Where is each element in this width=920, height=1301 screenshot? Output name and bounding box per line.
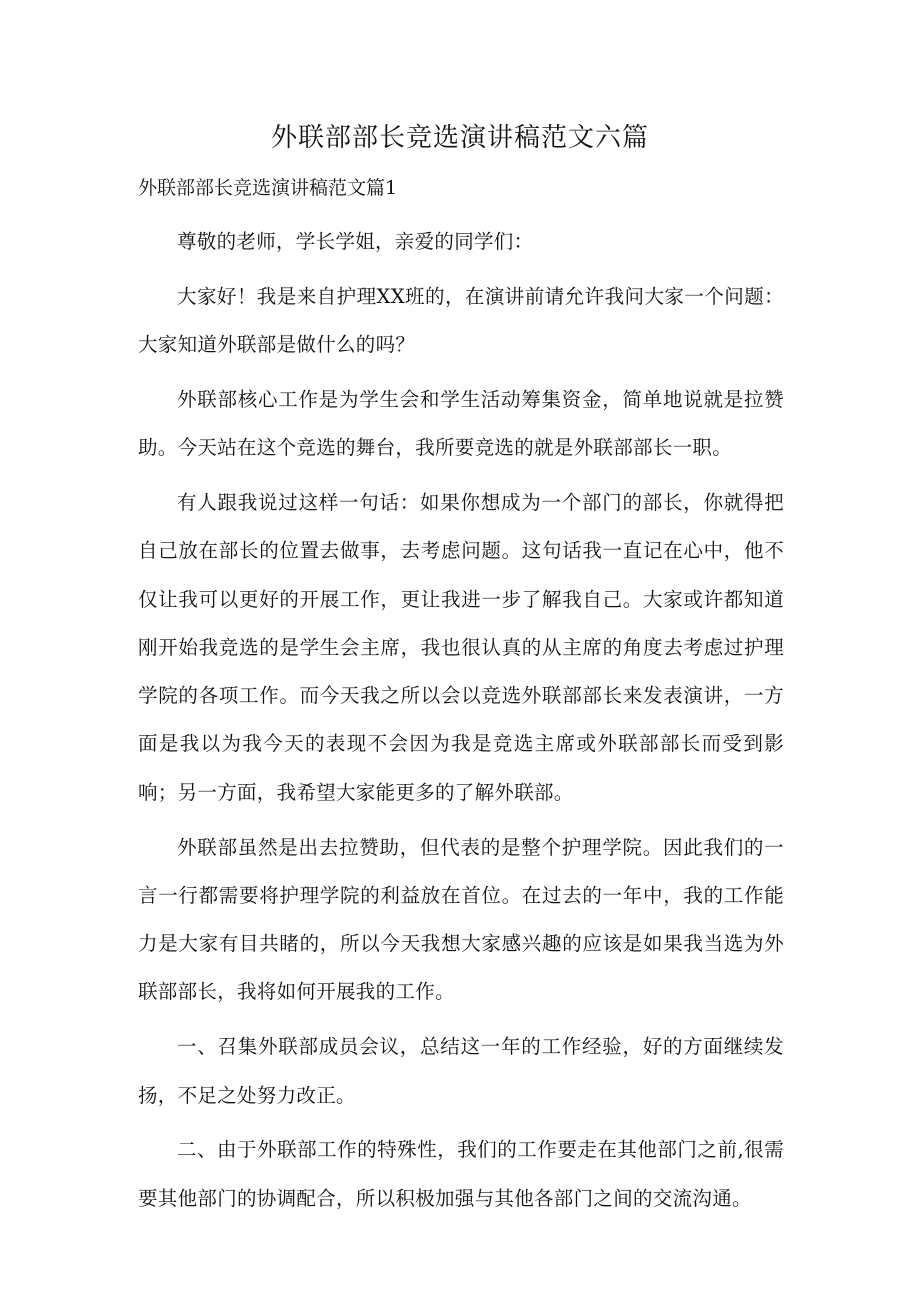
paragraph-representation: 外联部虽然是出去拉赞助，但代表的是整个护理学院。因此我们的一言一行都需要将护理学院的利益放在首位。在过去的一年中，我的工作能力是大家有目共睹的，所以今天我想大家感兴趣的应该是如果我当选为外联部部长，我将如何开展我的工作。 [138,835,784,1004]
document-body [138,218,784,1229]
document-title: 外联部部长竞选演讲稿范文六篇 [270,123,649,153]
paragraph-greeting: 大家好！我是来自护理XX班的，在演讲前请允许我问大家一个问题：大家知道外联部是做什么的吗？ [138,284,784,357]
paragraph-motivation: 有人跟我说过这样一句话：如果你想成为一个部门的部长，你就得把自己放在部长的位置去做事，去考虑问题。这句话我一直记在心中，他不仅让我可以更好的开展工作，更让我进一步了解我自己。大家或许都知道刚开始我竞选的是学生会主席，我也很认真的从主席的角度去考虑过护理学院的各项工作。而今天我之所以会以竞选外联部部长来发表演讲，一方面是我以为我今天的表现不会因为我是竞选主席或外联部部长而受到影响；另一方面，我希望大家能更多的了解外联部。 [138,490,784,804]
section-heading: 外联部部长竞选演讲稿范文篇1 [138,177,398,199]
paragraph-core-work: 外联部核心工作是为学生会和学生活动筹集资金，简单地说就是拉赞助。今天站在这个竞选的舞台，我所要竞选的就是外联部部长一职。 [138,387,784,460]
paragraph-salutation: 尊敬的老师，学长学姐，亲爱的同学们： [177,230,534,253]
paragraph-plan-1: 一、召集外联部成员会议，总结这一年的工作经验，好的方面继续发扬，不足之处努力改正。 [138,1035,784,1107]
paragraph-plan-2: 二、由于外联部工作的特殊性，我们的工作要走在其他部门之前,很需要其他部门的协调配合，所以积极加强与其他各部门之间的交流沟通。 [138,1138,784,1210]
